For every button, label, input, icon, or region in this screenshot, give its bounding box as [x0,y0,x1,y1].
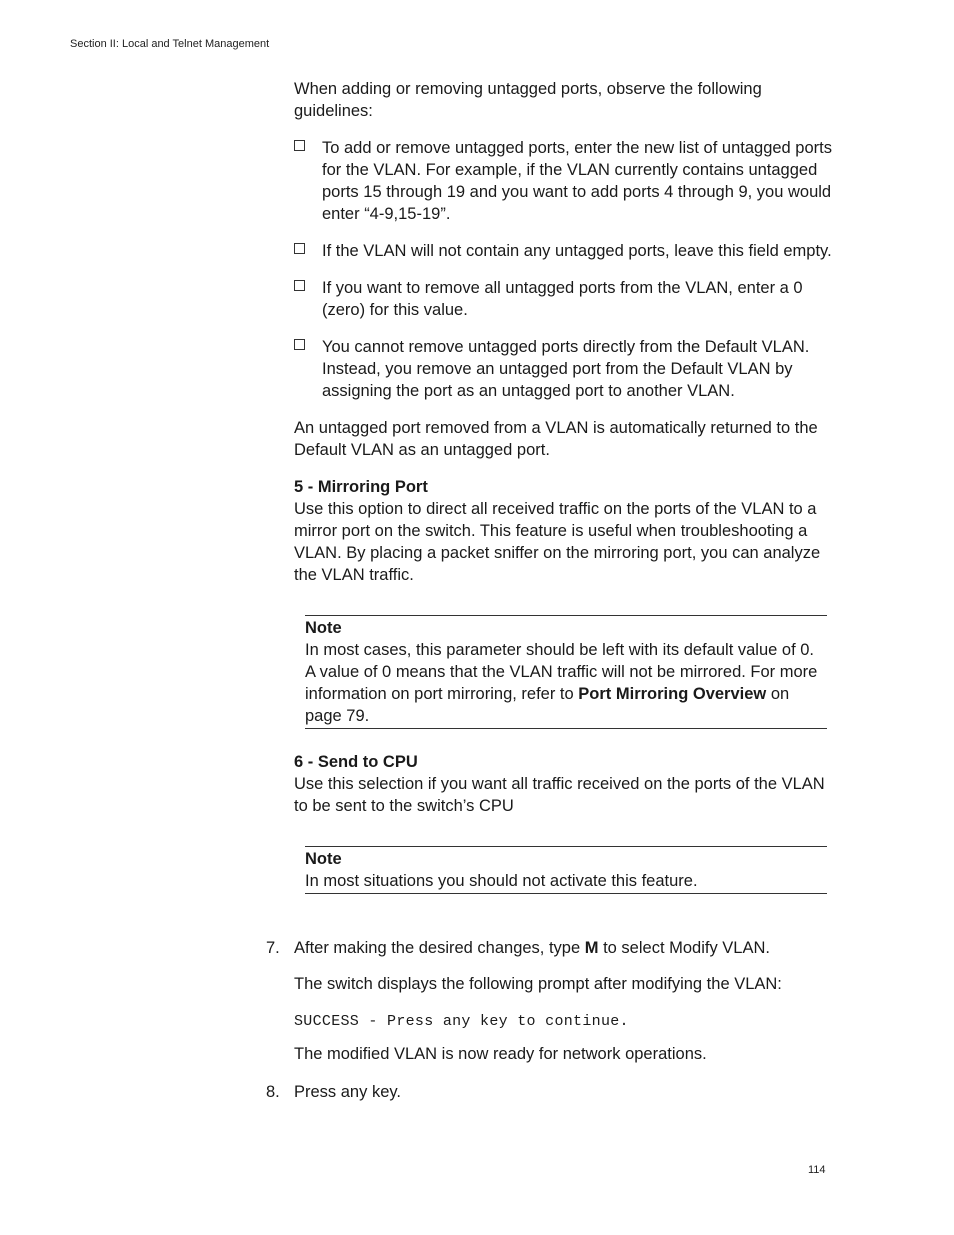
note-text: In most situations you should not activate this feature. [305,872,698,890]
list-item: To add or remove untagged ports, enter the new list of untagged ports for the VLAN. For example, if the VLAN currently contains untagged ports 15 through 19 and you want to add ports 4 through 9, you would enter “4-9,15-19”. [294,137,834,225]
checkbox-bullet-icon [294,280,305,291]
note-text: In most cases, this parameter should be left with its default value of 0. A value of 0 means that the VLAN traffic will not be mirrored. For more information on port mirroring, refer to Port Mirroring Overview on page 79. [305,641,818,725]
running-header: Section II: Local and Telnet Management [70,38,270,50]
checkbox-bullet-icon [294,339,305,350]
send-to-cpu-heading: 6 - Send to CPU [294,753,418,771]
list-item: If the VLAN will not contain any untagged ports, leave this field empty. [294,240,834,262]
step-number: 7. [266,939,280,957]
port-mirroring-link: Port Mirroring Overview [578,685,767,703]
mirroring-note [305,615,827,729]
step-text: Press any key. [294,1083,401,1101]
step-text: After making the desired changes, type M to select Modify VLAN. [294,939,770,957]
intro-paragraph: When adding or removing untagged ports, observe the following guidelines: [294,80,762,120]
checkbox-bullet-icon [294,243,305,254]
ready-text: The modified VLAN is now ready for network operations. [294,1045,707,1063]
mirroring-port-heading: 5 - Mirroring Port [294,478,428,496]
key-m: M [584,939,599,957]
untagged-return-paragraph: An untagged port removed from a VLAN is automatically returned to the Default VLAN as an untagged port. [294,419,818,459]
body-content [294,78,834,894]
note-title: Note [305,619,342,637]
list-item: You cannot remove untagged ports directly from the Default VLAN. Instead, you remove an untagged port from the Default VLAN by assigning the port as an untagged port to another VLAN. [294,336,834,402]
page-number: 114 [808,1164,826,1176]
mirroring-port-body: Use this option to direct all received traffic on the ports of the VLAN to a mirror port on the switch. This feature is useful when troubleshooting a VLAN. By placing a packet sniffer on the mirroring port, you can analyze the VLAN traffic. [294,500,821,584]
list-item: If you want to remove all untagged ports from the VLAN, enter a 0 (zero) for this value. [294,277,834,321]
send-to-cpu-body: Use this selection if you want all traffic received on the ports of the VLAN to be sent to the switch’s CPU [294,775,825,815]
guidelines-list [294,137,834,402]
success-prompt: SUCCESS - Press any key to continue. [294,1013,629,1030]
note-title: Note [305,850,342,868]
send-to-cpu-note [305,846,827,894]
prompt-intro: The switch displays the following prompt after modifying the VLAN: [294,975,782,993]
checkbox-bullet-icon [294,140,305,151]
step-number: 8. [266,1083,280,1101]
